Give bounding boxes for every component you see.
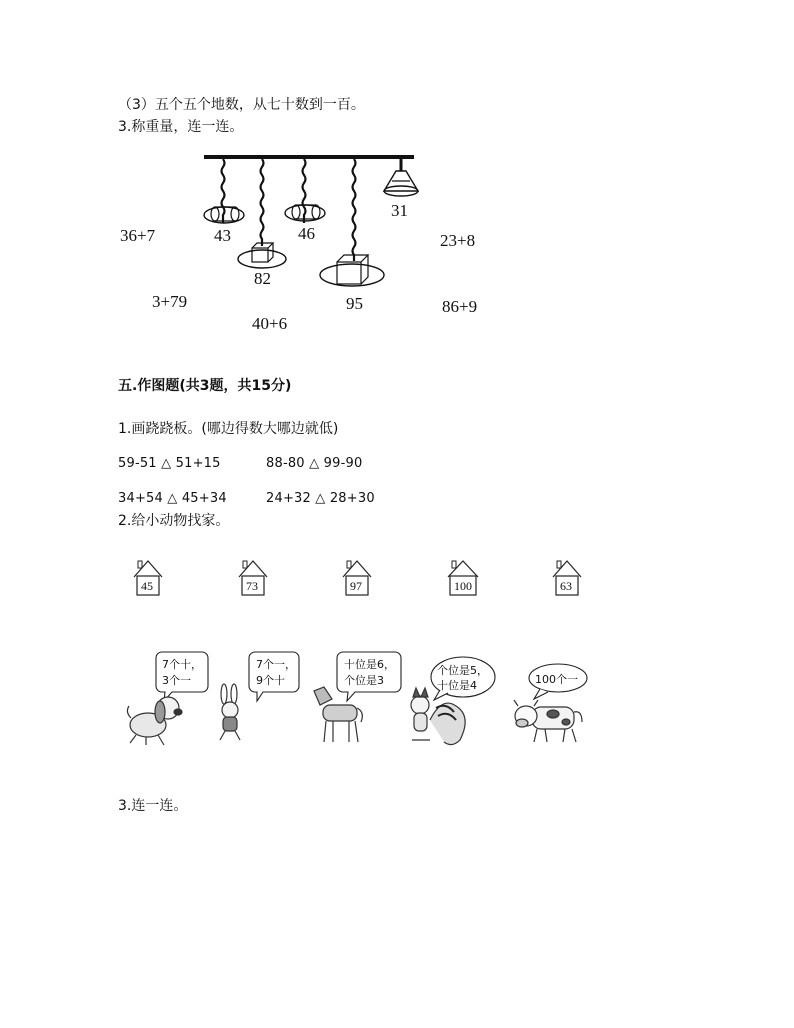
expression-36-7: 36+7 — [120, 226, 156, 245]
item-3-text: （3）五个五个地数，从七十数到一百。 — [118, 97, 365, 113]
horse-bubble-line-2: 个位是3 — [344, 674, 384, 687]
house-label-100: 100 — [454, 579, 472, 593]
expression-40-6: 40+6 — [252, 314, 288, 333]
cow-bubble-line-1: 100个一 — [535, 673, 578, 686]
dog-bubble-line-2: 3个一 — [162, 674, 191, 687]
question-3-title: 3.称重量，连一连。 — [118, 119, 244, 135]
animals-question-title: 2.给小动物找家。 — [118, 513, 230, 529]
connect-question-title: 3.连一连。 — [118, 798, 188, 814]
house-label-63: 63 — [560, 579, 572, 593]
rabbit-bubble-line-1: 7个一， — [256, 658, 296, 671]
horse-bubble-line-1: 十位是6， — [344, 658, 395, 671]
house-label-73: 73 — [246, 579, 258, 593]
seesaw-row-1-right: 88-80 △ 99-90 — [266, 456, 363, 471]
dog-bubble-line-1: 7个十， — [162, 658, 202, 671]
weight-82: 82 — [254, 269, 271, 288]
seesaw-row-2-left: 34+54 △ 45+34 — [118, 491, 227, 506]
squirrel-bubble-line-2: 十位是4 — [437, 679, 477, 692]
weight-31: 31 — [391, 201, 408, 220]
dog-icon — [127, 697, 182, 745]
horse-icon — [314, 687, 362, 742]
rabbit-bubble-line-2: 9个十 — [256, 674, 285, 687]
expression-86-9: 86+9 — [442, 297, 478, 316]
weight-46: 46 — [298, 224, 315, 243]
house-label-45: 45 — [141, 579, 153, 593]
weight-43: 43 — [214, 226, 231, 245]
squirrel-bubble-line-1: 个位是5， — [437, 664, 488, 677]
cow-icon — [514, 700, 582, 742]
seesaw-question-title: 1.画跷跷板。(哪边得数大哪边就低) — [118, 421, 339, 437]
seesaw-row-1-left: 59-51 △ 51+15 — [118, 456, 221, 471]
seesaw-row-2-right: 24+32 △ 28+30 — [266, 491, 375, 506]
house-label-97: 97 — [350, 579, 362, 593]
rabbit-icon — [220, 684, 240, 740]
expression-23-8: 23+8 — [440, 231, 476, 250]
expression-3-79: 3+79 — [152, 292, 188, 311]
weight-95: 95 — [346, 294, 363, 313]
section-5-heading: 五.作图题(共3题，共15分) — [118, 378, 292, 394]
